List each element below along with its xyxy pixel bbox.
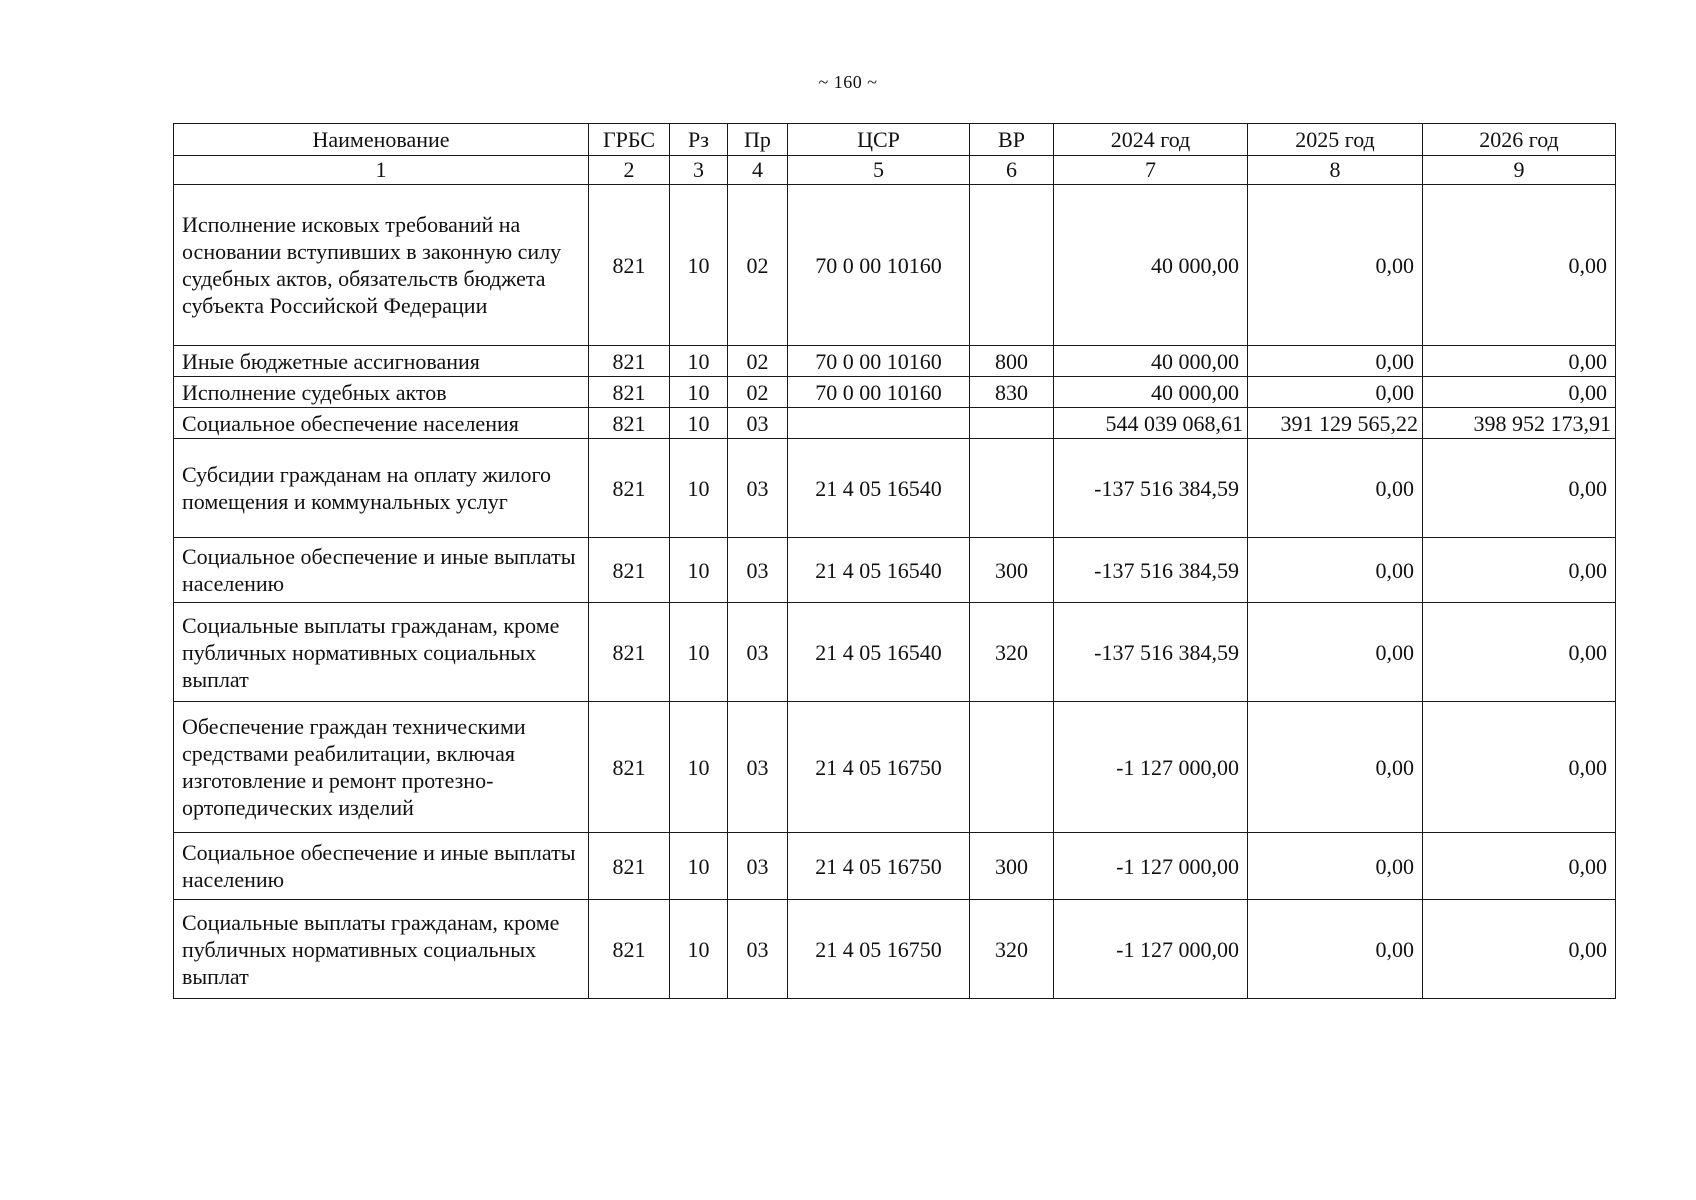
row-rz: 10 xyxy=(670,900,728,999)
header-pr: Пр xyxy=(728,124,788,156)
header-grbs: ГРБС xyxy=(589,124,670,156)
row-2026: 0,00 xyxy=(1423,702,1616,833)
header-2025: 2025 год xyxy=(1248,124,1423,156)
row-pr: 03 xyxy=(728,833,788,900)
table-row xyxy=(174,377,1616,408)
row-csr: 21 4 05 16540 xyxy=(788,603,970,702)
row-csr: 70 0 00 10160 xyxy=(788,346,970,377)
column-number: 3 xyxy=(670,156,728,185)
row-2025: 0,00 xyxy=(1248,439,1423,538)
row-2026: 0,00 xyxy=(1423,900,1616,999)
row-2026: 398 952 173,91 xyxy=(1423,408,1616,439)
row-grbs: 821 xyxy=(589,377,670,408)
column-number: 1 xyxy=(174,156,589,185)
row-pr: 02 xyxy=(728,185,788,346)
column-number: 7 xyxy=(1054,156,1248,185)
table-row xyxy=(174,603,1616,702)
row-grbs: 821 xyxy=(589,603,670,702)
row-name: Социальные выплаты гражданам, кроме публичных нормативных социальных выплат xyxy=(174,603,589,702)
row-2025: 0,00 xyxy=(1248,603,1423,702)
row-name: Социальные выплаты гражданам, кроме публичных нормативных социальных выплат xyxy=(174,900,589,999)
row-2024: -137 516 384,59 xyxy=(1054,603,1248,702)
row-pr: 03 xyxy=(728,408,788,439)
row-name: Социальное обеспечение населения xyxy=(174,408,589,439)
column-numbers-row xyxy=(174,156,1616,185)
row-2024: -137 516 384,59 xyxy=(1054,538,1248,603)
row-vr xyxy=(970,702,1054,833)
row-csr: 70 0 00 10160 xyxy=(788,185,970,346)
row-grbs: 821 xyxy=(589,408,670,439)
row-grbs: 821 xyxy=(589,439,670,538)
row-rz: 10 xyxy=(670,346,728,377)
row-2025: 0,00 xyxy=(1248,833,1423,900)
row-rz: 10 xyxy=(670,185,728,346)
row-csr xyxy=(788,408,970,439)
row-2024: -1 127 000,00 xyxy=(1054,702,1248,833)
row-vr: 300 xyxy=(970,538,1054,603)
row-name: Социальное обеспечение и иные выплаты населению xyxy=(174,833,589,900)
row-2026: 0,00 xyxy=(1423,346,1616,377)
row-2026: 0,00 xyxy=(1423,603,1616,702)
header-name: Наименование xyxy=(174,124,589,156)
header-2024: 2024 год xyxy=(1054,124,1248,156)
row-rz: 10 xyxy=(670,408,728,439)
row-rz: 10 xyxy=(670,439,728,538)
row-2024: 544 039 068,61 xyxy=(1054,408,1248,439)
row-rz: 10 xyxy=(670,538,728,603)
column-number: 6 xyxy=(970,156,1054,185)
row-rz: 10 xyxy=(670,702,728,833)
row-csr: 21 4 05 16540 xyxy=(788,538,970,603)
row-2025: 0,00 xyxy=(1248,346,1423,377)
header-rz: Рз xyxy=(670,124,728,156)
row-2024: 40 000,00 xyxy=(1054,185,1248,346)
row-2025: 0,00 xyxy=(1248,900,1423,999)
row-name: Социальное обеспечение и иные выплаты населению xyxy=(174,538,589,603)
row-pr: 03 xyxy=(728,439,788,538)
row-csr: 21 4 05 16750 xyxy=(788,833,970,900)
table-row xyxy=(174,185,1616,346)
row-grbs: 821 xyxy=(589,185,670,346)
row-name: Субсидии гражданам на оплату жилого помещения и коммунальных услуг xyxy=(174,439,589,538)
row-grbs: 821 xyxy=(589,346,670,377)
row-vr xyxy=(970,408,1054,439)
row-csr: 21 4 05 16750 xyxy=(788,702,970,833)
column-number: 5 xyxy=(788,156,970,185)
row-2024: 40 000,00 xyxy=(1054,346,1248,377)
row-csr: 21 4 05 16750 xyxy=(788,900,970,999)
header-2026: 2026 год xyxy=(1423,124,1616,156)
row-2026: 0,00 xyxy=(1423,538,1616,603)
row-2025: 0,00 xyxy=(1248,377,1423,408)
row-vr: 320 xyxy=(970,900,1054,999)
header-csr: ЦСР xyxy=(788,124,970,156)
row-2024: -1 127 000,00 xyxy=(1054,900,1248,999)
row-2024: 40 000,00 xyxy=(1054,377,1248,408)
column-number: 9 xyxy=(1423,156,1616,185)
table-row xyxy=(174,346,1616,377)
table-row xyxy=(174,408,1616,439)
row-2026: 0,00 xyxy=(1423,833,1616,900)
header-vr: ВР xyxy=(970,124,1054,156)
row-csr: 70 0 00 10160 xyxy=(788,377,970,408)
row-2025: 0,00 xyxy=(1248,538,1423,603)
table-row xyxy=(174,900,1616,999)
row-vr: 830 xyxy=(970,377,1054,408)
row-2026: 0,00 xyxy=(1423,185,1616,346)
column-number: 8 xyxy=(1248,156,1423,185)
row-csr: 21 4 05 16540 xyxy=(788,439,970,538)
row-2026: 0,00 xyxy=(1423,377,1616,408)
table-header-row xyxy=(174,124,1616,156)
row-name: Исполнение судебных актов xyxy=(174,377,589,408)
row-pr: 02 xyxy=(728,346,788,377)
page-number: ~ 160 ~ xyxy=(818,72,878,92)
row-grbs: 821 xyxy=(589,538,670,603)
column-number: 4 xyxy=(728,156,788,185)
column-number: 2 xyxy=(589,156,670,185)
table-row xyxy=(174,833,1616,900)
row-vr: 800 xyxy=(970,346,1054,377)
row-rz: 10 xyxy=(670,833,728,900)
row-name: Исполнение исковых требований на основании вступивших в законную силу судебных актов, обязательств бюджета субъекта Российской Федерации xyxy=(174,185,589,346)
row-2025: 0,00 xyxy=(1248,702,1423,833)
row-rz: 10 xyxy=(670,377,728,408)
row-grbs: 821 xyxy=(589,702,670,833)
row-vr xyxy=(970,439,1054,538)
table-row xyxy=(174,702,1616,833)
row-pr: 03 xyxy=(728,702,788,833)
row-rz: 10 xyxy=(670,603,728,702)
budget-table xyxy=(173,123,1616,999)
row-name: Обеспечение граждан техническими средствами реабилитации, включая изготовление и ремонт протезно-ортопедических изделий xyxy=(174,702,589,833)
row-grbs: 821 xyxy=(589,833,670,900)
row-vr xyxy=(970,185,1054,346)
table-row xyxy=(174,439,1616,538)
row-2025: 0,00 xyxy=(1248,185,1423,346)
table-row xyxy=(174,538,1616,603)
row-name: Иные бюджетные ассигнования xyxy=(174,346,589,377)
row-2026: 0,00 xyxy=(1423,439,1616,538)
row-2024: -1 127 000,00 xyxy=(1054,833,1248,900)
row-2024: -137 516 384,59 xyxy=(1054,439,1248,538)
row-2025: 391 129 565,22 xyxy=(1248,408,1423,439)
row-grbs: 821 xyxy=(589,900,670,999)
row-vr: 300 xyxy=(970,833,1054,900)
row-pr: 03 xyxy=(728,900,788,999)
row-pr: 02 xyxy=(728,377,788,408)
row-vr: 320 xyxy=(970,603,1054,702)
row-pr: 03 xyxy=(728,538,788,603)
row-pr: 03 xyxy=(728,603,788,702)
